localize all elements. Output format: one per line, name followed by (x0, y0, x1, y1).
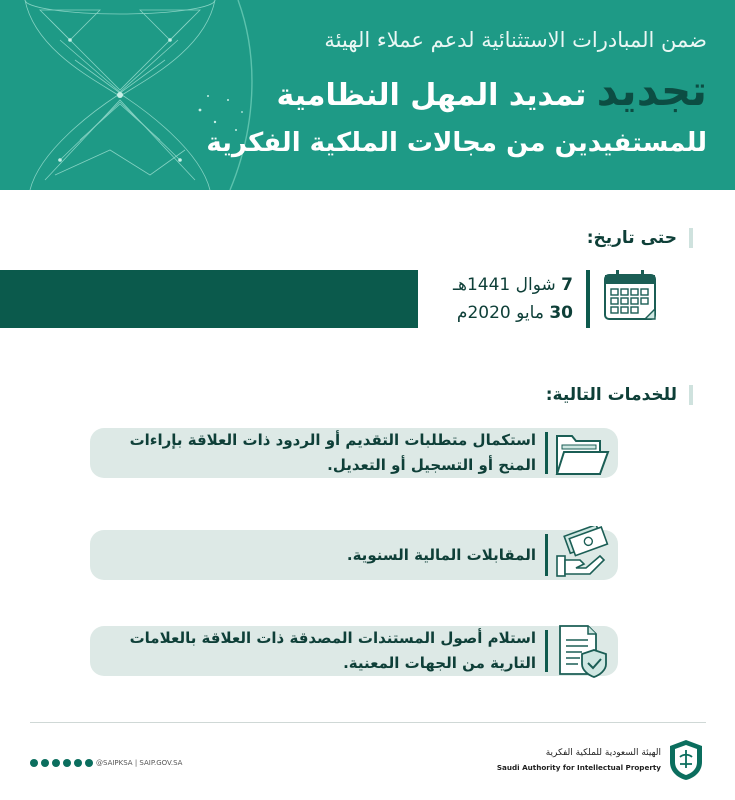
org-name-english: Saudi Authority for Intellectual Property (496, 763, 661, 772)
service-line: التارية من الجهات المعنية. (343, 654, 536, 672)
gregorian-day: 30 (549, 303, 573, 323)
until-label: حتى تاريخ: (587, 228, 693, 248)
hijri-month-year: شوال 1441هـ (453, 275, 562, 295)
service-divider (545, 432, 548, 474)
footer-social (30, 759, 182, 767)
date-divider (586, 270, 590, 328)
saip-logo-icon (667, 738, 705, 782)
hijri-day: 7 (561, 275, 573, 295)
header-title (276, 66, 707, 115)
hourglass-illustration (0, 0, 260, 190)
org-logo-block (496, 738, 705, 786)
hijri-date (453, 275, 573, 295)
service-text (347, 543, 536, 568)
youtube-icon[interactable] (74, 759, 82, 767)
header-tagline: للمستفيدين من مجالات الملكية الفكرية (206, 128, 707, 158)
instagram-icon[interactable] (52, 759, 60, 767)
services-label: للخدمات التالية: (546, 385, 693, 405)
service-divider (545, 630, 548, 672)
service-line: المنح أو التسجيل أو التعديل. (327, 456, 536, 474)
header-title-accent: تجديد (596, 66, 707, 115)
service-card (90, 428, 618, 478)
service-line: استلام أصول المستندات المصدقة ذات العلاقة بالعلامات (129, 629, 536, 647)
service-card (90, 530, 618, 580)
twitter-icon[interactable] (41, 759, 49, 767)
gregorian-date (457, 303, 573, 323)
service-divider (545, 534, 548, 576)
calendar-icon (603, 268, 657, 324)
header-banner (0, 0, 735, 190)
header-title-rest: تمديد المهل النظامية (276, 78, 597, 113)
linkedin-icon[interactable] (85, 759, 93, 767)
snapchat-icon[interactable] (63, 759, 71, 767)
footer-handle[interactable]: @SAIPKSA | SAIP.GOV.SA (96, 759, 183, 767)
service-line: المقابلات المالية السنوية. (346, 546, 536, 564)
footer-divider (30, 722, 706, 723)
service-text (130, 428, 536, 478)
gregorian-month-year: مايو 2020م (456, 303, 550, 323)
facebook-icon[interactable] (30, 759, 38, 767)
service-text (130, 626, 536, 676)
folder-icon (554, 428, 610, 478)
header-subtitle: ضمن المبادرات الاستثنائية لدعم عملاء الهيئة (324, 28, 707, 52)
service-line: استكمال متطلبات التقديم أو الردود ذات العلاقة بإراءات (129, 431, 536, 449)
date-bar (0, 270, 418, 328)
money-hand-icon (554, 526, 610, 582)
document-shield-icon (554, 622, 610, 680)
org-name-arabic: الهيئة السعودية للملكية الفكرية (545, 748, 661, 758)
service-card (90, 626, 618, 676)
